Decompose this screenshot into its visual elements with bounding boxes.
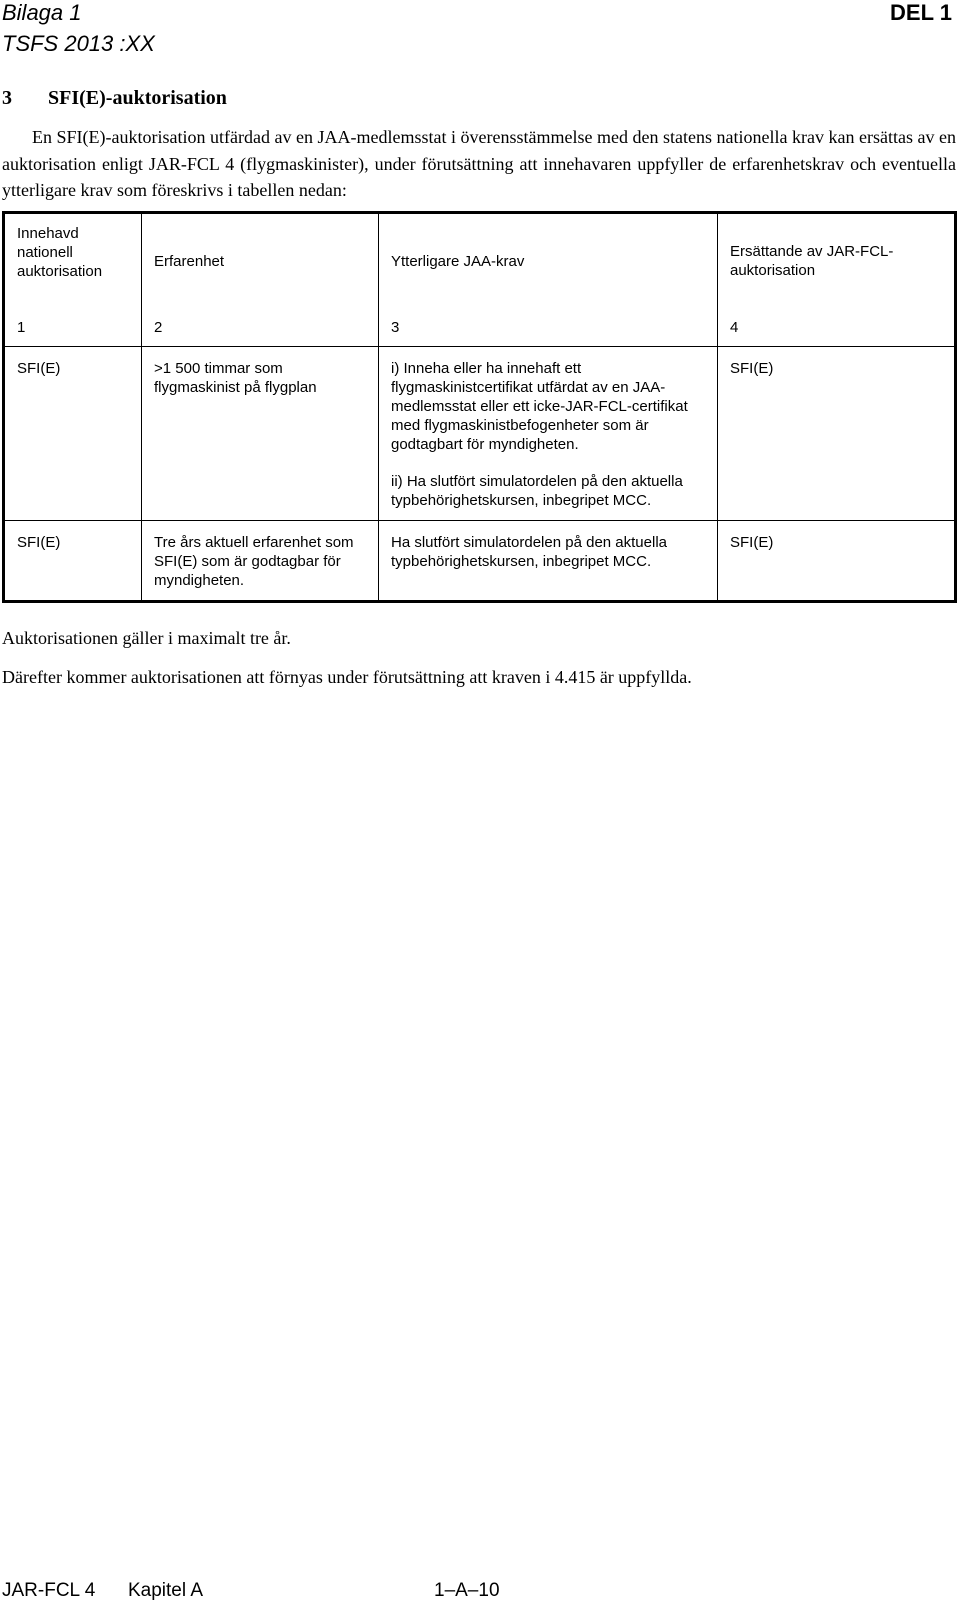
footer-page-number: 1–A–10 [434, 1580, 500, 1601]
section-title: SFI(E)-auktorisation [48, 87, 227, 109]
table-header-row [4, 213, 956, 309]
additional-requirement-i: i) Inneha eller ha innehaft ett flygmaskinistcertifikat utfärdat av en JAA-medlemsstat eller ett icke-JAR-FCL-certifikat med flygmaskinistbefogenheter som är godtagbart för myndigheten. [391, 360, 688, 453]
cell-experience: Tre års aktuell erfarenhet som SFI(E) som är godtagbar för myndigheten. [142, 521, 379, 602]
header-document-name: Bilaga 1 [2, 0, 82, 25]
renewal-note: Därefter kommer auktorisationen att förnyas under förutsättning att kraven i 4.415 är uppfyllda. [2, 667, 692, 687]
column-number-1: 1 [4, 308, 142, 347]
footer-chapter: Kapitel A [128, 1580, 203, 1601]
footer-document: JAR-FCL 4 [2, 1580, 96, 1601]
validity-note: Auktorisationen gäller i maximalt tre år. [2, 628, 291, 648]
header-replacement-authorisation: Ersättande av JAR-FCL-auktorisation [730, 243, 894, 279]
column-number-2: 2 [142, 308, 379, 347]
header-additional-requirements: Ytterligare JAA-krav [379, 213, 718, 309]
header-part-label: DEL 1 [890, 0, 952, 25]
requirements-table [2, 211, 957, 603]
column-number-3: 3 [379, 308, 718, 347]
cell-held: SFI(E) [4, 347, 142, 521]
cell-replacement: SFI(E) [730, 534, 774, 551]
header-experience: Erfarenhet [142, 213, 379, 309]
cell-held: SFI(E) [4, 521, 142, 602]
additional-requirement-ii: ii) Ha slutfört simulatordelen på den aktuella typbehörighetskursen, inbegripet MCC. [391, 473, 683, 509]
cell-additional [379, 347, 718, 521]
header-regulation-code: TSFS 2013 :XX [2, 31, 155, 56]
section-heading [2, 87, 227, 110]
cell-additional: Ha slutfört simulatordelen på den aktuella typbehörighetskursen, inbegripet MCC. [379, 521, 718, 602]
header-held-authorisation: Innehavd nationell auktorisation [4, 213, 142, 309]
table-row [4, 521, 956, 602]
table-column-number-row [4, 308, 956, 347]
column-number-4: 4 [718, 308, 956, 347]
cell-replacement: SFI(E) [718, 347, 956, 521]
page-footer [2, 1580, 500, 1602]
intro-paragraph: En SFI(E)-auktorisation utfärdad av en JAA-medlemsstat i överensstämmelse med den statens nationella krav kan ersättas av en auktorisation enligt JAR-FCL 4 (flygmaskinister), under förutsättning att innehavaren uppfyller de erfarenhetskrav och eventuella ytterligare krav som föreskrivs i tabellen nedan: [2, 127, 956, 200]
section-number: 3 [2, 87, 12, 109]
table-row [4, 347, 956, 521]
cell-experience: >1 500 timmar som flygmaskinist på flygplan [142, 347, 379, 521]
